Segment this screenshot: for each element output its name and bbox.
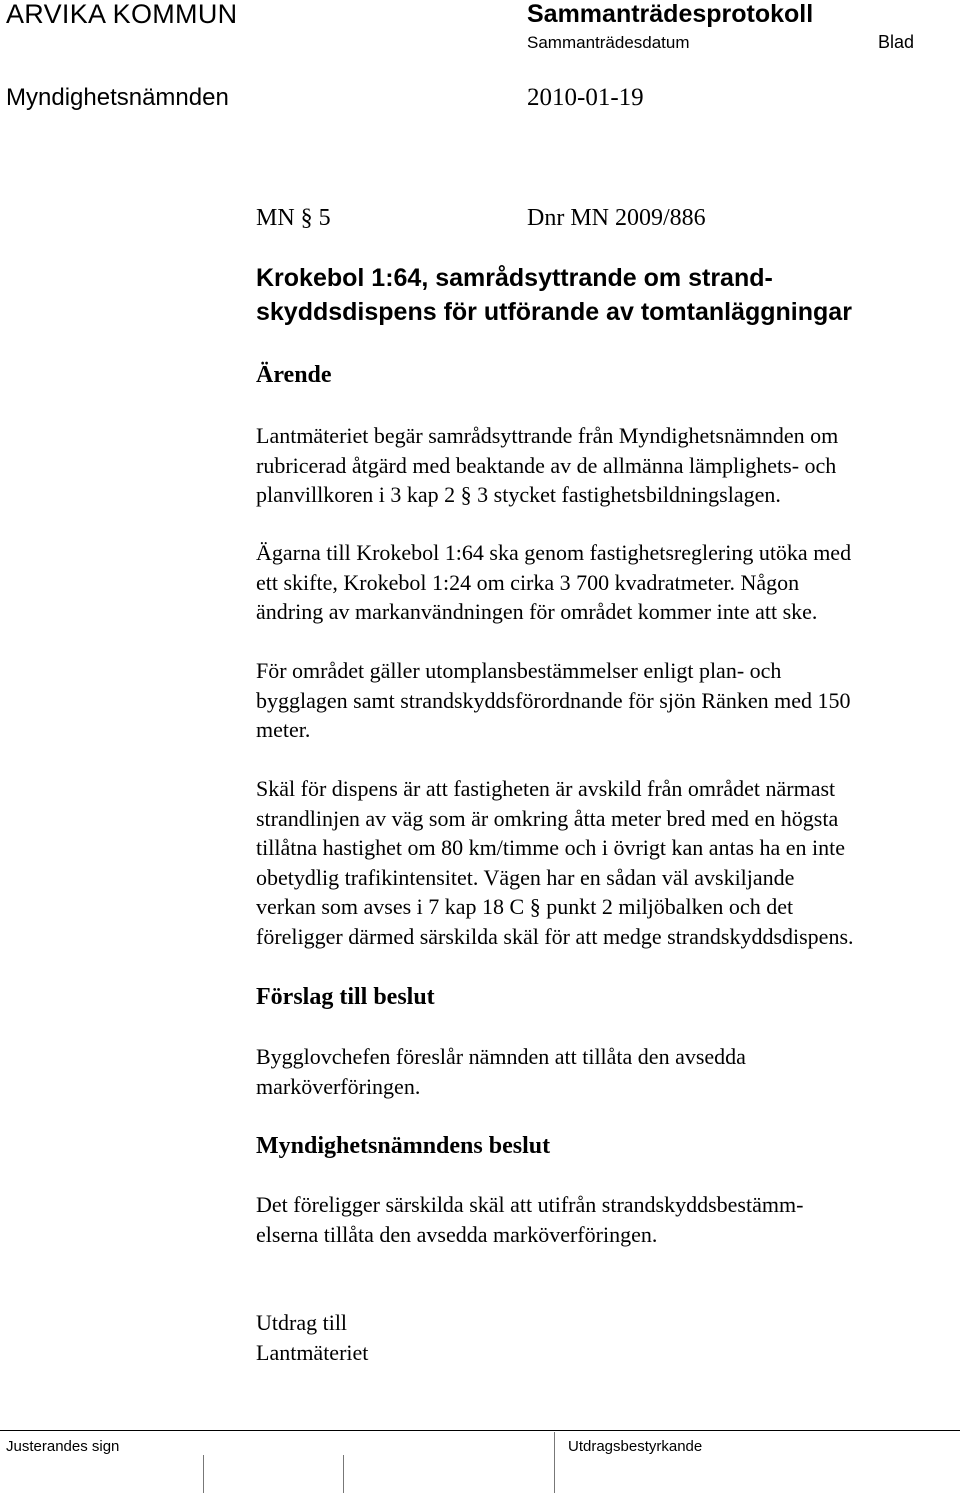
text-line: För området gäller utomplansbestämmelser enligt plan- och (256, 658, 782, 683)
arende-paragraph (256, 421, 838, 510)
distribution-list (256, 1308, 368, 1367)
sheet-label: Blad (878, 32, 915, 52)
text-line: tillåtna hastighet om 80 km/timme och i övrigt kan antas ha en inte (256, 835, 845, 861)
text-line: Lantmäteriet (256, 1339, 369, 1365)
municipality-name: ARVIKA KOMMUN (6, 0, 238, 29)
text-line: obetydlig trafikintensitet. Vägen har en sådan väl avskiljande (256, 864, 795, 890)
meeting-date-label: Sammanträdesdatum (527, 33, 690, 52)
case-title-line: skyddsdispens för utförande av tomtanläggningar (256, 298, 852, 326)
text-line: rubricerad åtgärd med beaktande av de allmänna lämplighets- och (256, 452, 837, 478)
signature-label: Justerandes sign (6, 1438, 120, 1455)
registration-number: Dnr MN 2009/886 (527, 205, 706, 231)
text-line: planvillkoren i 3 kap 2 § 3 stycket fastighetsbildningslagen. (256, 482, 781, 508)
proposal-paragraph (256, 1042, 746, 1101)
text-line: strandlinjen av väg som är omkring åtta meter bred med en högsta (256, 805, 839, 831)
text-line: meter. (256, 717, 311, 743)
decision-paragraph (256, 1190, 803, 1249)
arende-paragraph (256, 538, 851, 627)
text-line: elserna tillåta den avsedda marköverföringen. (256, 1221, 658, 1247)
text-line: föreligger därmed särskilda skäl för att medge strandskyddsdispens. (256, 923, 854, 949)
text-line: Ägarna till Krokebol 1:64 ska genom fastighetsreglering utöka med (256, 540, 852, 565)
text-line: Utdrag till (256, 1310, 348, 1335)
text-line: Bygglovchefen föreslår nämnden att tillåta den avsedda (256, 1044, 746, 1069)
signature-box-divider (343, 1455, 344, 1493)
signature-box-divider (203, 1455, 204, 1493)
decision-heading: Myndighetsnämndens beslut (256, 1133, 551, 1159)
case-title-line: Krokebol 1:64, samrådsyttrande om strand- (256, 264, 773, 292)
text-line: ett skifte, Krokebol 1:24 om cirka 3 700 kvadratmeter. Någon (256, 569, 800, 595)
signature-box-divider (554, 1432, 555, 1493)
text-line: marköverföringen. (256, 1073, 421, 1099)
text-line: Lantmäteriet begär samrådsyttrande från Myndighetsnämnden om (256, 423, 839, 448)
board-name: Myndighetsnämnden (6, 84, 229, 111)
text-line: bygglagen samt strandskyddsförordnande för sjön Ränken med 150 (256, 687, 851, 713)
arende-heading: Ärende (256, 362, 332, 388)
text-line: Skäl för dispens är att fastigheten är avskild från området närmast (256, 776, 836, 801)
footer-divider (0, 1430, 960, 1431)
text-line: ändring av markanvändningen för området kommer inte att ske. (256, 599, 818, 625)
document-type: Sammanträdesprotokoll (527, 0, 814, 28)
proposal-heading: Förslag till beslut (256, 984, 435, 1010)
section-number: MN § 5 (256, 205, 331, 231)
arende-paragraph (256, 656, 851, 745)
text-line: verkan som avses i 7 kap 18 C § punkt 2 miljöbalken och det (256, 894, 794, 920)
text-line: Det föreligger särskilda skäl att utifrån strandskyddsbestämm- (256, 1192, 804, 1217)
arende-paragraph (256, 774, 854, 952)
case-title (256, 261, 852, 329)
certification-label: Utdragsbestyrkande (568, 1438, 703, 1455)
meeting-date: 2010-01-19 (527, 84, 644, 111)
